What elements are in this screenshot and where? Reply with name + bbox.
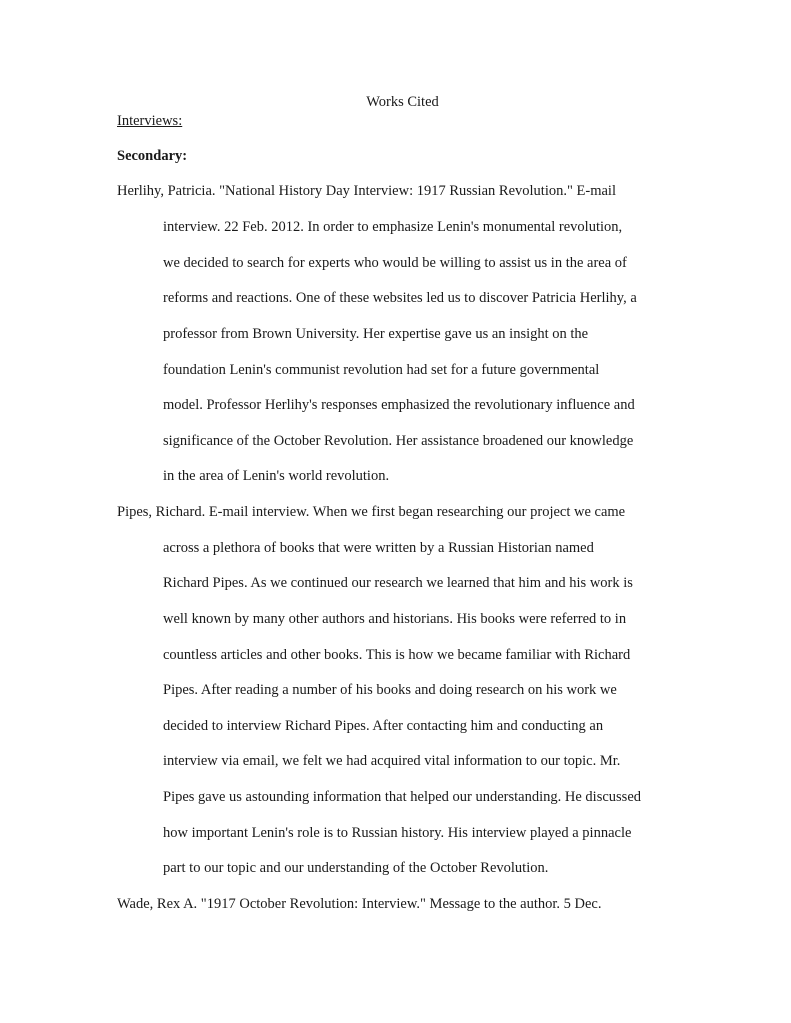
citation-line: reforms and reactions. One of these websites led us to discover Patricia Herlihy, a xyxy=(163,290,637,306)
section-heading-interviews: Interviews: xyxy=(117,113,183,129)
citation-line: Wade, Rex A. "1917 October Revolution: Interview." Message to the author. 5 Dec. xyxy=(117,896,602,912)
citation-line: how important Lenin's role is to Russian history. His interview played a pinnacle xyxy=(163,825,632,841)
citation-line: across a plethora of books that were written by a Russian Historian named xyxy=(163,540,594,556)
citation-line: Richard Pipes. As we continued our research we learned that him and his work is xyxy=(163,575,633,591)
citation-line: Pipes, Richard. E-mail interview. When we first began researching our project we came xyxy=(117,504,626,520)
subsection-heading-secondary: Secondary: xyxy=(117,148,188,164)
citation-line: model. Professor Herlihy's responses emphasized the revolutionary influence and xyxy=(163,397,635,413)
citation-line: part to our topic and our understanding of the October Revolution. xyxy=(163,860,549,876)
citation-line: Herlihy, Patricia. "National History Day Interview: 1917 Russian Revolution." E-mail xyxy=(117,183,616,199)
citation-line: in the area of Lenin's world revolution. xyxy=(163,468,390,484)
citation-line: interview. 22 Feb. 2012. In order to emphasize Lenin's monumental revolution, xyxy=(163,219,623,235)
citation-line: we decided to search for experts who would be willing to assist us in the area of xyxy=(163,255,627,271)
citation-line: well known by many other authors and historians. His books were referred to in xyxy=(163,611,627,627)
citation-line: countless articles and other books. This is how we became familiar with Richard xyxy=(163,647,631,663)
page-title: Works Cited xyxy=(366,94,439,110)
citation-line: interview via email, we felt we had acquired vital information to our topic. Mr. xyxy=(163,753,621,769)
citation-line: Pipes. After reading a number of his books and doing research on his work we xyxy=(163,682,617,698)
citation-line: decided to interview Richard Pipes. After contacting him and conducting an xyxy=(163,718,604,734)
citation-line: professor from Brown University. Her expertise gave us an insight on the xyxy=(163,326,589,342)
citation-line: foundation Lenin's communist revolution had set for a future governmental xyxy=(163,362,600,378)
citation-line: significance of the October Revolution. Her assistance broadened our knowledge xyxy=(163,433,634,449)
citation-line: Pipes gave us astounding information that helped our understanding. He discussed xyxy=(163,789,642,805)
